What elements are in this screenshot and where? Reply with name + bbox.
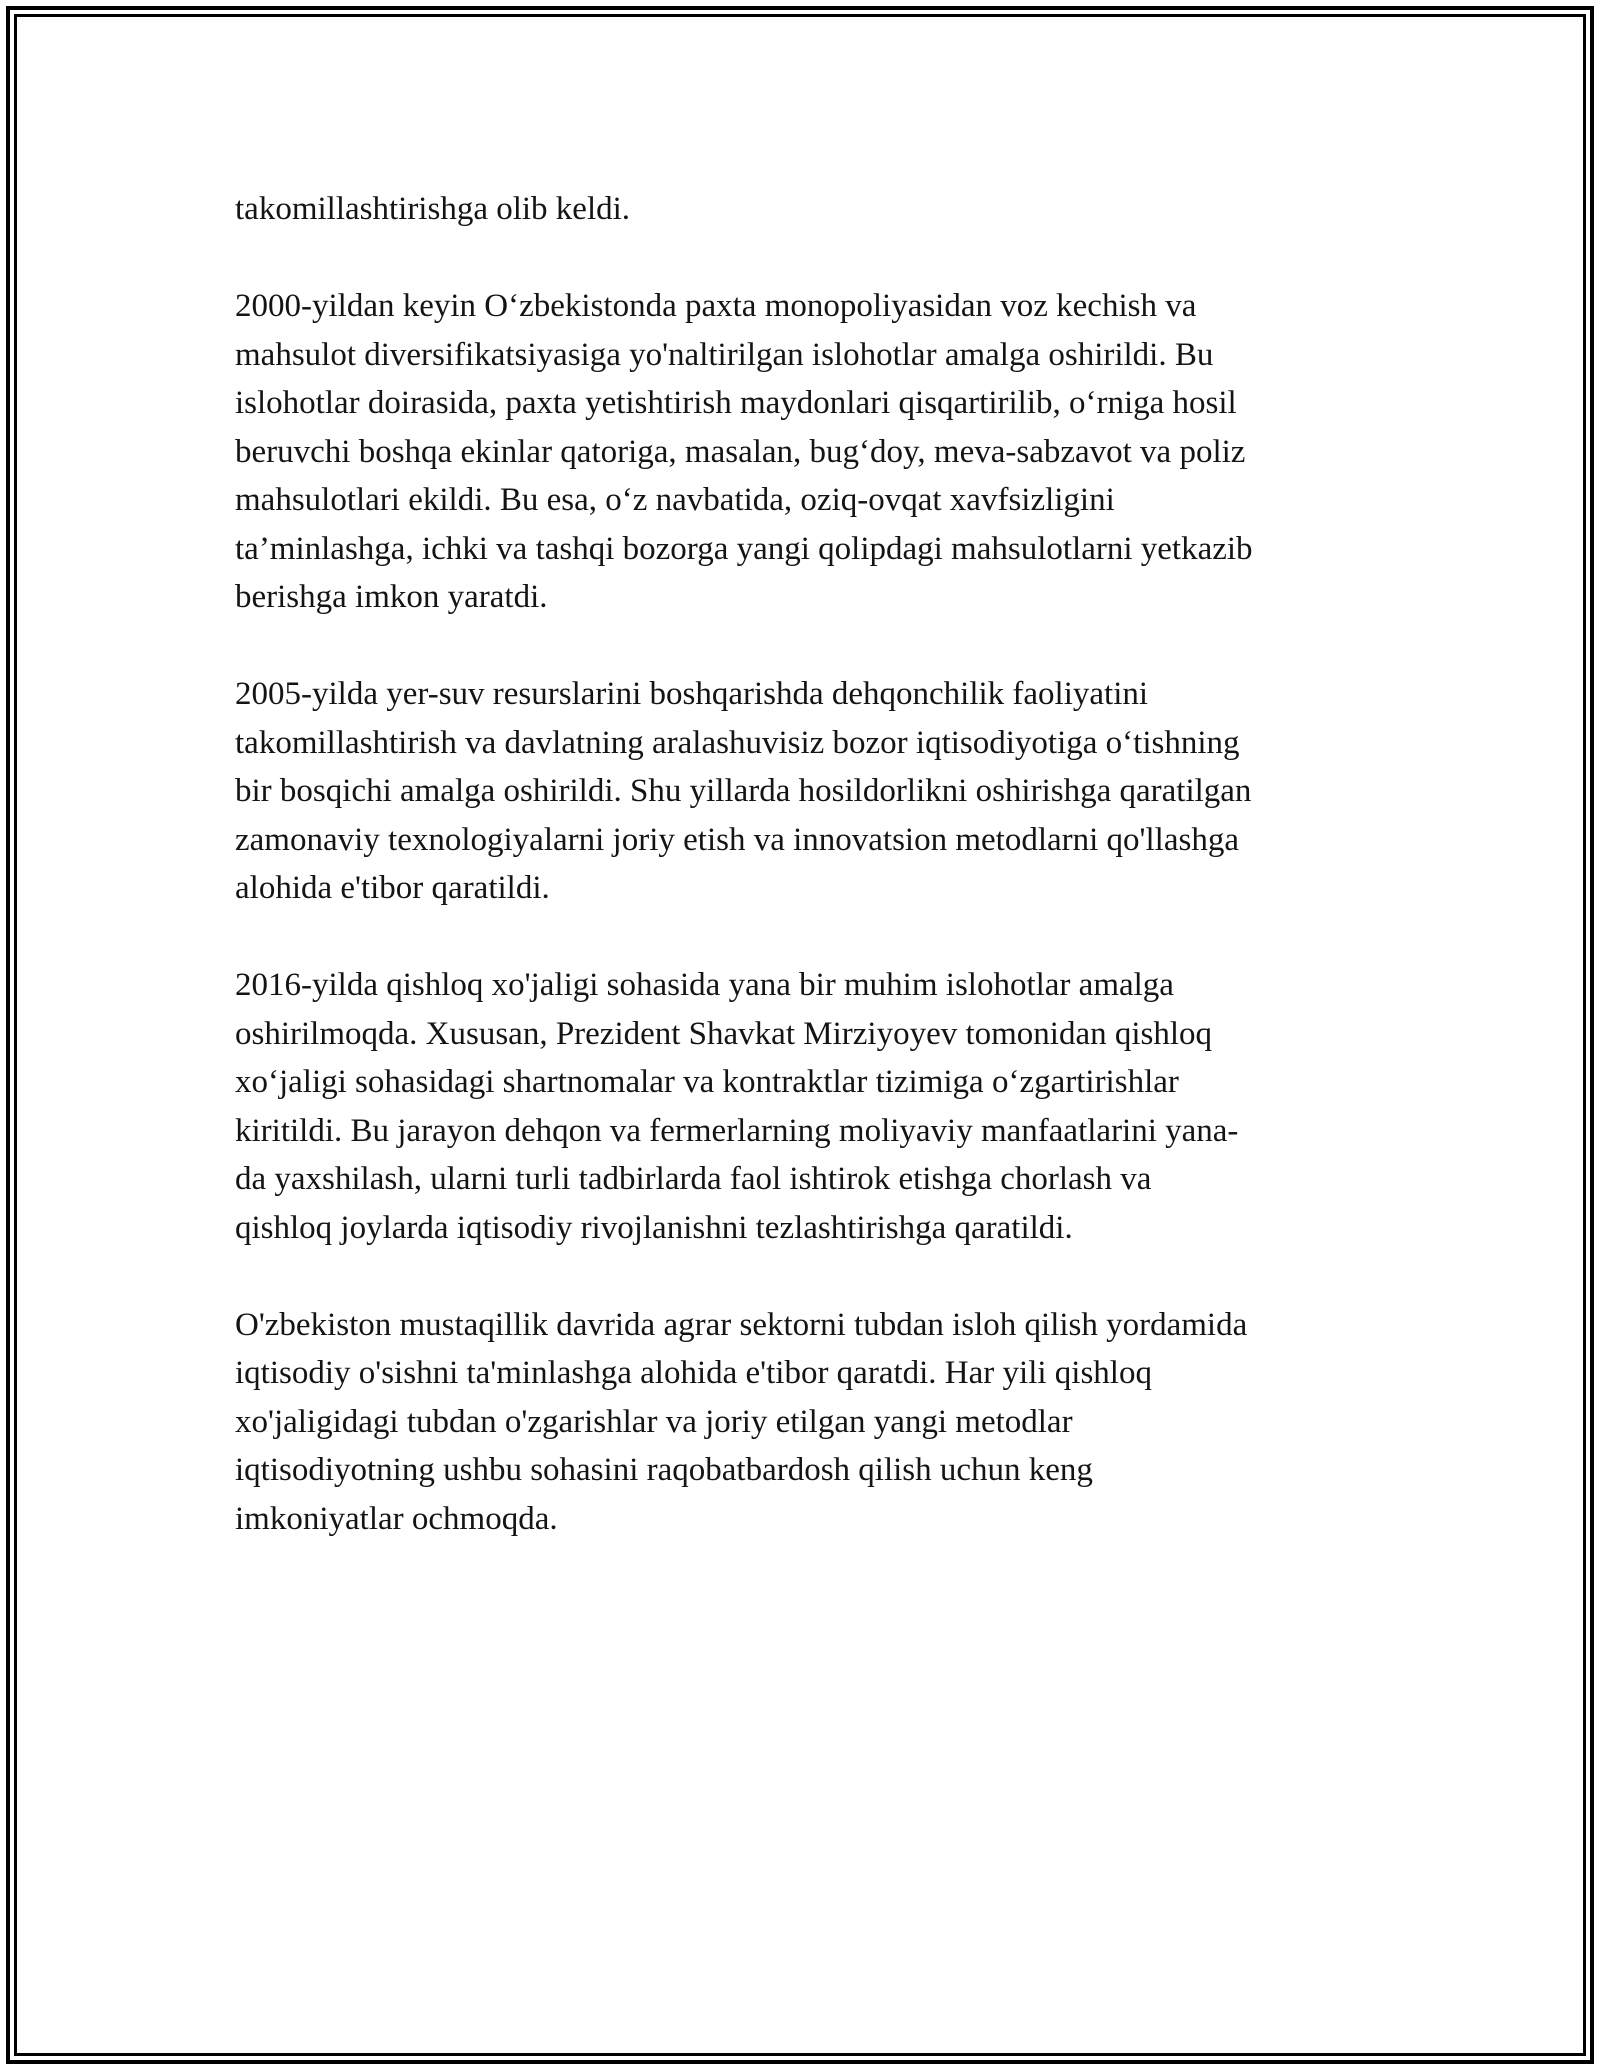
paragraph-2005-reforms: 2005-yilda yer-suv resurslarini boshqarishda dehqonchilik faoliyatini takomillashtirish va davlatning aralashuvisiz bozor iqtisodiyotiga o‘tishning bir bosqichi amalga oshirildi. Shu yillarda hosildorlikni oshirishga qaratilgan zamonaviy texnologiyalarni joriy etish va innovatsion metodlarni qo'llashga alohida e'tibor qaratildi.: [235, 676, 1252, 906]
document-body: [235, 185, 1375, 1592]
paragraph-conclusion: O'zbekiston mustaqillik davrida agrar sektorni tubdan isloh qilish yordamida iqtisodiy o'sishni ta'minlashga alohida e'tibor qaratdi. Har yili qishloq xo'jaligidagi tubdan o'zgarishlar va joriy etilgan yangi metodlar iqtisodiyotning ushbu sohasini raqobatbardosh qilish uchun keng imkoniyatlar ochmoqda.: [235, 1306, 1248, 1537]
paragraph-continuation: takomillashtirishga olib keldi.: [235, 191, 631, 227]
paragraph-2016-reforms: 2016-yilda qishloq xo'jaligi sohasida yana bir muhim islohotlar amalga oshirilmoqda. Xususan, Prezident Shavkat Mirziyoyev tomonidan qishloq xo‘jaligi sohasidagi shartnomalar va kontraktlar tizimiga o‘zgartirishlar kiritildi. Bu jarayon dehqon va fermerlarning moliyaviy manfaatlarini yana- da yaxshilash, ularni turli tadbirlarda faol ishtirok etishga chorlash va qishloq joylarda iqtisodiy rivojlanishni tezlashtirishga qaratildi.: [235, 967, 1239, 1246]
paragraph-2000-reforms: 2000-yildan keyin O‘zbekistonda paxta monopoliyasidan voz kechish va mahsulot diversifikatsiyasiga yo'naltirilgan islohotlar amalga oshirildi. Bu islohotlar doirasida, paxta yetishtirish maydonlari qisqartirilib, o‘rniga hosil beruvchi boshqa ekinlar qatoriga, masalan, bug‘doy, meva-sabzavot va poliz mahsulotlari ekildi. Bu esa, o‘z navbatida, oziq-ovqat xavfsizligini ta’minlashga, ichki va tashqi bozorga yangi qolipdagi mahsulotlarni yetkazib berishga imkon yaratdi.: [235, 288, 1253, 615]
